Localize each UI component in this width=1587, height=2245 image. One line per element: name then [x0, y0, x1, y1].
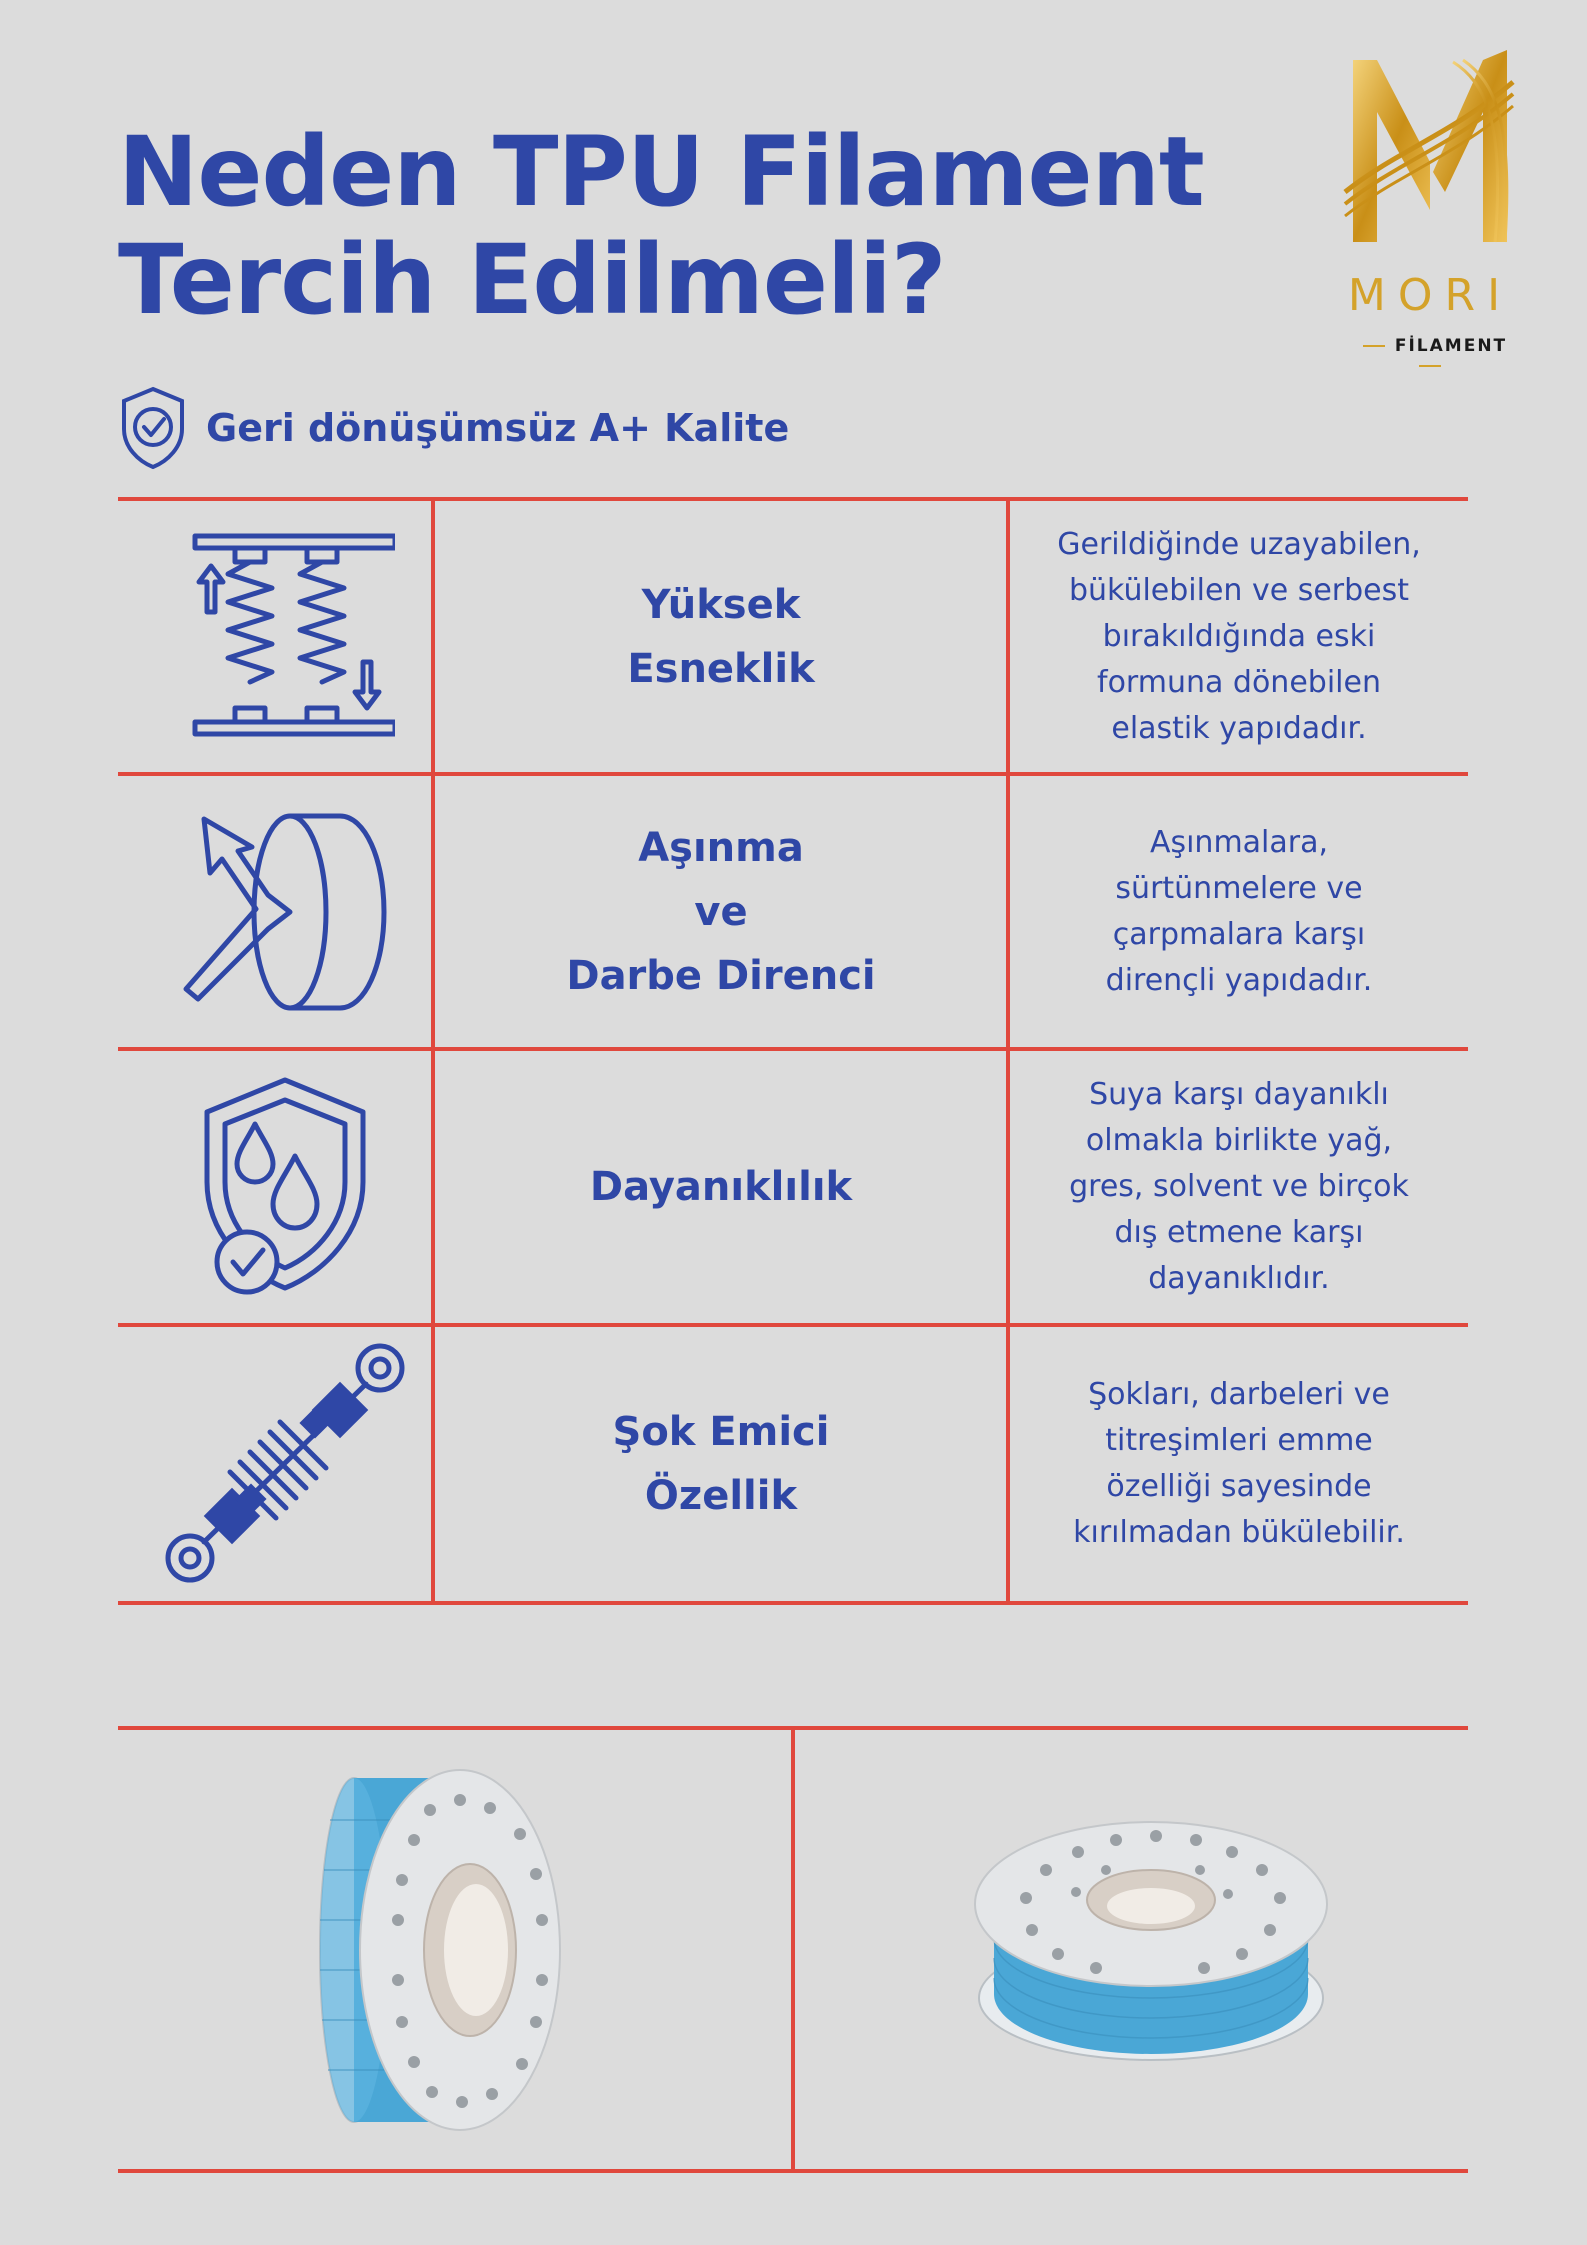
mori-logo — [1335, 42, 1525, 362]
feature-title: Şok Emici Özellik — [612, 1409, 830, 1519]
title-line-2: Tercih Edilmeli? — [118, 224, 946, 336]
shock-absorber-icon — [150, 1345, 420, 1581]
logo-wordmark: MORI — [1347, 270, 1513, 321]
feature-title: Dayanıklılık — [589, 1164, 853, 1210]
feature-description: Suya karşı dayanıklı olmakla birlikte yağ, gres, solvent ve birçok dış etmene karşı dayanıklıdır. — [1069, 1077, 1409, 1296]
logo-subtitle: FİLAMENT — [1335, 336, 1525, 376]
feature-description: Şokları, darbeleri ve titreşimleri emme özelliği sayesinde kırılmadan bükülebilir. — [1073, 1377, 1405, 1550]
title-line-1: Neden TPU Filament — [118, 116, 1204, 228]
springs-elasticity-icon — [150, 519, 420, 755]
feature-title: Yüksek Esneklik — [627, 581, 815, 692]
feature-title: Aşınma ve Darbe Direnci — [566, 824, 876, 999]
filament-spool-side-image — [290, 1760, 590, 2140]
quality-label: Geri dönüşümsüz A+ Kalite — [206, 406, 790, 450]
water-shield-icon — [150, 1069, 420, 1305]
quality-badge — [118, 385, 789, 471]
feature-description: Gerildiğinde uzayabilen, bükülebilen ve serbest bırakıldığında eski formuna dönebilen elastik yapıdadır. — [1057, 526, 1421, 746]
filament-spool-angled-image — [966, 1808, 1336, 2078]
product-column-divider — [791, 1726, 795, 2173]
mori-monogram-logo — [1335, 42, 1525, 262]
feature-description: Aşınmalara, sürtünmelere ve çarpmalara karşı dirençli yapıdadır. — [1105, 824, 1373, 998]
table-divider — [118, 1601, 1468, 1605]
abrasion-impact-icon — [150, 794, 420, 1030]
page-title — [118, 118, 1204, 334]
shield-check-icon — [118, 385, 188, 471]
